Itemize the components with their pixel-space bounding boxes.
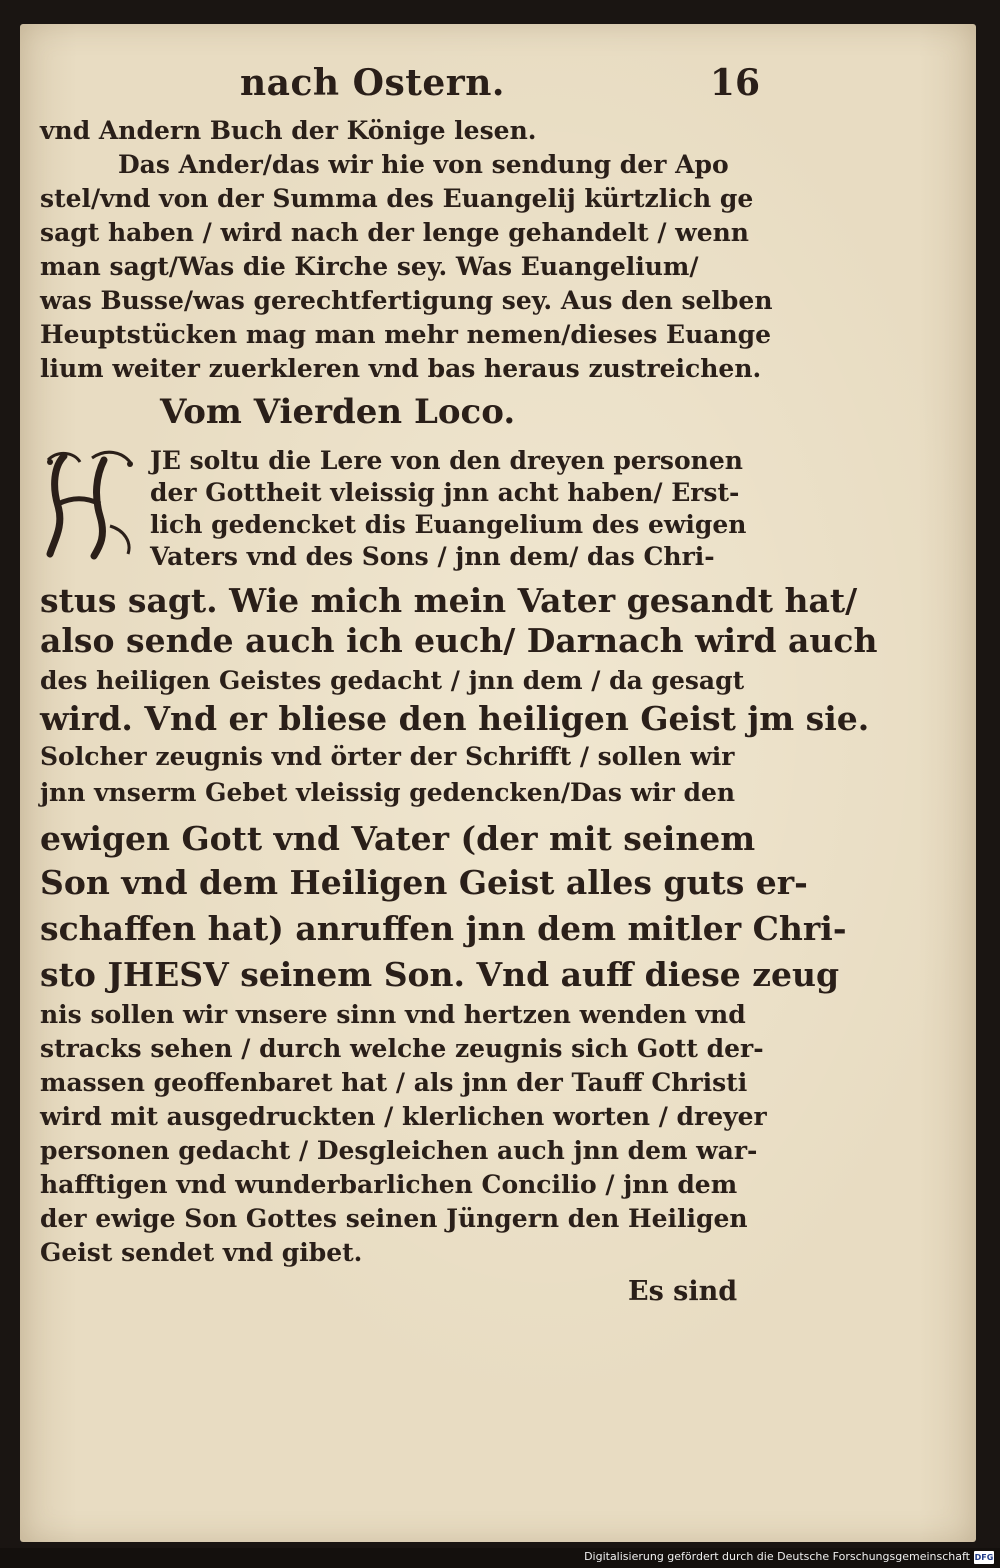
text-line: JE soltu die Lere von den dreyen personen [150, 446, 743, 475]
text-line: sagt haben / wird nach der lenge gehandelt / wenn [40, 218, 749, 247]
text-line: lium weiter zuerkleren vnd bas heraus zustreichen. [40, 354, 762, 383]
text-line: jnn vnserm Gebet vleissig gedencken/Das wir den [40, 778, 736, 807]
page-number: 16 [709, 62, 760, 104]
text-line: der ewige Son Gottes seinen Jüngern den Heiligen [40, 1204, 748, 1233]
text-line: man sagt/Was die Kirche sey. Was Euangelium/ [40, 252, 699, 281]
text-line: massen geoffenbaret hat / als jnn der Tauff Christi [40, 1068, 748, 1097]
text-line: der Gottheit vleissig jnn acht haben/ Erst- [150, 478, 740, 507]
text-line: wird mit ausgedruckten / klerlichen worten / dreyer [40, 1102, 767, 1131]
dfg-logo-icon [974, 1551, 994, 1564]
text-line: stel/vnd von der Summa des Euangelij kürtzlich ge [40, 184, 754, 213]
text-line: also sende auch ich euch/ Darnach wird auch [40, 621, 878, 660]
text-line: nis sollen wir vnsere sinn vnd hertzen wenden vnd [40, 1000, 746, 1029]
text-line: Geist sendet vnd gibet. [40, 1238, 363, 1267]
text-line: des heiligen Geistes gedacht / jnn dem / da gesagt [40, 666, 745, 695]
text-line: ewigen Gott vnd Vater (der mit seinem [40, 819, 756, 858]
decorated-initial-icon [44, 446, 140, 562]
dfg-logo-text: DFG [974, 1553, 994, 1562]
section-heading: Vom Vierden Loco. [160, 392, 516, 432]
text-line: Son vnd dem Heiligen Geist alles guts er- [40, 863, 808, 902]
text-line: schaffen hat) anruffen jnn dem mitler Chri- [40, 909, 847, 948]
text-line: Solcher zeugnis vnd örter der Schrifft / sollen wir [40, 742, 735, 771]
text-line: wird. Vnd er bliese den heiligen Geist jm sie. [40, 699, 870, 738]
text-line: Das Ander/das wir hie von sendung der Apo [118, 150, 729, 179]
footer-bar [0, 1548, 1000, 1568]
text-line: lich gedencket dis Euangelium des ewigen [150, 510, 747, 539]
page-header [240, 62, 760, 112]
text-line: sto JHESV seinem Son. Vnd auff diese zeug [40, 955, 840, 994]
text-line: stus sagt. Wie mich mein Vater gesandt hat/ [40, 581, 858, 620]
digitization-credit: Digitalisierung gefördert durch die Deutsche Forschungsgemeinschaft [584, 1550, 970, 1563]
running-title: nach Ostern. [240, 62, 505, 104]
text-line: Vaters vnd des Sons / jnn dem/ das Chri- [150, 542, 715, 571]
text-line: was Busse/was gerechtfertigung sey. Aus den selben [40, 286, 773, 315]
text-line: stracks sehen / durch welche zeugnis sich Gott der- [40, 1034, 764, 1063]
text-line: Heuptstücken mag man mehr nemen/dieses Euange [40, 320, 772, 349]
text-line: vnd Andern Buch der Könige lesen. [40, 116, 537, 145]
text-line: hafftigen vnd wunderbarlichen Concilio / jnn dem [40, 1170, 738, 1199]
text-line: personen gedacht / Desgleichen auch jnn dem war- [40, 1136, 758, 1165]
catchword: Es sind [628, 1276, 738, 1307]
